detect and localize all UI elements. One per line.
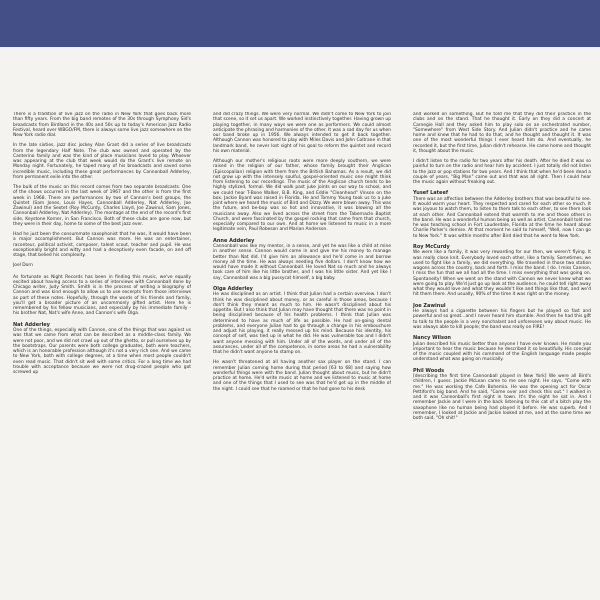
intro-paragraph-2: In the late sixties, jazz disc jockey Alan Grant did a series of live broadcasts from the legendary Half Note. The club was owned and operated by the Canterino family and was the kind of place musicians loved to play. Whoever was appearing at the club that week would do the Grant's live remote on Monday night. Fortunately, he taped many of his broadcasts and saved some incredible music, including these great performances by Cannonball Adderley, from permanent exile into the other.: [13, 143, 191, 180]
section-text-phil-woods: [describing the first time Cannonball played in New York] We were all Bird's children, I guess. Jackie McLean came to me one night. He says, "Come with me." He was working the Cafe Bohemia. He was the opening act for Oscar Pettiford's big band. And he said, "Come over and check this out." I walked in and it was Cannonball's first night in town. It's the night he sat in. And I remember Jackie and I were in the back listening to this cat of a bitch play the saxophone like no human being had played it before. He was superb. And I remember, I looked at Jackie and Jackie looked at me, and at the same time we both said, "Oh shit!": [413, 374, 591, 421]
nat-paragraph-2: Although our mother's religious roots were more deeply southern, we were raised in the religion of our father, whose family brought their Anglican (Episcopalian) religion with them from the British Bahamas. As a result, we did not grow up with the intensely soulful, gospel-oriented music one might think from listening to our recordings. The music of the Anglican church tends to be highly stylized, formal. We did walk past juke joints on our way to school, and we could hear T-Bone Walker, B.B. King, and Eddie "Cleanhead" Vinson on the box. Jackie Byard was raised in Florida. He and Tommy Young took us to a juke joint where we heard the music of Bird and Dizzy. We were blown away. This was the future, and be-bop was so hot and innovative, it was blowing all the musicians away. Also we lived across the street from the Tabernacle Baptist Church, and were fascinated by the gospel rocking that came from that church, especially compared to our own. And at home we listened to music in a more legitimate vein, Paul Robeson and Marian Anderson.: [213, 159, 391, 233]
section-text-anne-adderley: Cannonball was like my mentor, in a sense, and yet he was like a child at mine in another sense. Cannon would come in and give me his money to manage better than Nat did. I'd give him an allowance and he'd come in and borrow money all the time. He was always needing five dollars. I don't know how we would have made it without Cannonball. He loved Nat so much and he always took care of him like his little brother, and I was his little sister. And yet like I say, Cannonball was a big pussycat himself, a big baby.: [213, 244, 391, 281]
section-heading-yusef-lateef: Yusef Lateef: [413, 190, 449, 197]
header-color-band: [0, 0, 600, 47]
section-text-yusef-lateef: There was an affection between the Adderley brothers that was beautiful to see. It would warm your heart. They respected and cared for each other so much. It was joyous to watch them, to listen to them talk to each other, to see them look at each other. And Cannonball extend that warmth to me and those others in the band. He was a wonderful human being as well as artist. Cannonball told me he was teaching school in Fort Lauderdale, Florida at the time he heard about Charlie Parker's demise. At that moment he said to himself, "Well, now I can go to New York." It was within months after Bird died that he went to New York.: [413, 196, 591, 239]
nat-paragraph-continued: and did crazy things. We were very normal. We didn't come to New York to join that scene, so it set us apart. We worked instinctively together. Having grown up playing together, in many ways we were one as performers. We could almost anticipate the phrasing and harmonies of the other. It was a sad day for us when our band broke up in 1956. We always intended to get it back together. Although Cannon was honored to play with Miles Davis and John Coltrane in that landmark band, he never lost sight of his goal to reform the quintet and record his own material.: [213, 112, 391, 154]
column-1: [13, 112, 191, 594]
intro-paragraph-1: There is a tradition of live jazz on the radio in New York that goes back more than fifty years. From the big band remotes of the 30s through Symphony Sid's broadcasts from Birdland in the 40s and 50s up to today's American Jazz Radio Festival, heard over WBGO/FM, there is always some live jazz somewhere on the New York radio dial.: [13, 112, 191, 138]
section-heading-anne-adderley: Anne Adderley: [213, 237, 255, 244]
intro-paragraph-4: Had he just been the consummate saxophonist that he was, it would have been a major accomplishment. But Cannon was more. He was an entertainer, raconteur, political activist, composer, talent scout, teacher and pupil. He was exceptionally bright and witty and had a deceptively even facade, on and off stage, that belied his complexity.: [13, 232, 191, 258]
section-heading-nat-adderley: Nat Adderley: [13, 321, 50, 328]
section-heading-joe-zawinul: Joe Zawinul: [413, 302, 446, 309]
section-text-olga-adderley: He was disciplined as an artist. I think that Julian had a certain overview. I don't think he was disciplined about money, or as careful in those areas, because I don't think they meant as much to him. He wasn't disciplined about his appetite. But I also think that Julian may have thought that there was no point in being disciplined because of his health problems. I think that Julian was determined to have as much of life as possible. He had on-going dental problems, and everyone Julian had to go through a change in his embouchure and adjust his playing, it really messed up his mind. Because his identity, his concept of self, was tied up in what he did. He was vulnerable too and I didn't want anyone messing with him. Under all of the words, and under all of the assurances, under all of the competence, in some areas he had a vulnerability that he didn't want anyone to stamp on.: [213, 292, 391, 355]
column-2: [213, 112, 391, 594]
section-heading-roy-mccurdy: Roy McCurdy: [413, 243, 450, 250]
section-text-roy-mccurdy: We were like a family, it was very rewarding for our then, we weren't flying. It was really close knit. Everybody loved each other, like a family. Sometimes, we used to fight like a family, we did everything. We travelled in those two station wagons across the country, back and forth. I miss the band. I do. I miss Cannon, I miss the fun that we all had all the time. I miss everything that was going on. Spontaneity! When we went on the stand with Cannon we never knew what we were going to play. We'd just go up look at the audience, he could tell right away what they would love and what they wouldn't like and things like that, and we'd hit them there. And usually, 90% of the time it was right on the money.: [413, 250, 591, 298]
section-heading-olga-adderley: Olga Adderley: [213, 285, 253, 292]
section-text-olga-adderley-2: He wasn't threatened at all having another sax player on the stand. I can remember Julian coming home during that period [63 to 68] and saying how wonderful things were with the band. Julian thought about music, but he didn't practice at home. He'd write music at home and we listened to music at home and one of the things that I used to see was that he'd get up in the middle of the night. I could see that he roamed or that he had gone to his desk: [213, 360, 391, 392]
intro-paragraph-5: As fortunate as Night Records has been in finding this music, we've equally excited about having access to a series of interviews with Cannonball done by Chicago writer, Judy Smith. Smith is in the process of writing a biography of Cannon and was kind enough to allow us to use excerpts from those interviews as part of these notes. Hopefully, through the words of his friends and family, you'll get a broader picture of an uncommonly gifted artist. Here he is remembered by his fellow musicians, and especially by his immediate family - his brother Nat, Nat's wife Anne, and Cannon's wife Olga.: [13, 274, 191, 317]
section-heading-phil-woods: Phil Woods: [413, 367, 445, 374]
intro-paragraph-3: The bulk of the music on this record comes from two separate broadcasts. One of the shows occurred in the last week of 1967 and the other is from the first week in 1968. There are performances by two of Cannon's best groups, the Quintet (Sam Jones, Louis Hayes, Cannonball Adderley, Nat Adderley, Joe Zawinul) and the Sextet (Roy McCurdy, Charles Lloyd, Joe Zawinul, Sam Jones, Cannonball Adderley, Nat Adderley). The montage at the end of the record's first side, Keystone Korner, in San Francisco. Both of these clubs are gone now, but they were in their day, home to some of the best jazz ever.: [13, 185, 191, 227]
olga-paragraph-continued: and worked on something. But he told me that they did their practice in the clubs and on the stand. That he thought it. Early on they did a concert at Carnegie Hall and they asked him to play solo on an orchestrated number, "Somewhere" from West Side Story. And Julian didn't practice and he came home and knew that he had to do that, and he thought and thought it. It was one of the most wonderful things I ever heard him do. And eventually, he recorded it, but the first time, Julian didn't rehearse. He came home and thought it, thought about the music.: [413, 112, 591, 154]
olga-paragraph-2: I didn't listen to the radio for two years after his death. After he died it was so painful to turn on the radio and hear him by accident. I just totally did not listen to the jazz or pop stations for two years. And I think that when he'd been dead a couple of years, "Big Man" came out and that was all right. Then I could hear the music again without freaking out.: [413, 159, 591, 185]
section-text-nat-adderley: One of the things, especially with Cannon, one of the things that was against us was that we came from what can be described as a middle-class family. We were not poor, and we did not crawl up out of the ghetto, or pull ourselves up by the bootstraps. Our parents were both college graduates, both were teachers, which is an honorable profession although it's not a very rich one. And we came to New York, both with college degrees, at a time when most people couldn't even read music. That didn't sit well with some critics. For a long time we had trouble with acceptance because we were not drug-crazed people who got screwed up: [13, 328, 191, 375]
section-text-joe-zawinul: He always had a cigarette between his fingers but he played so fast and powerful and so great...and I never heard him stumble. And then he had this gift to talk to the people in a very nonchalant and unforeseen way about music. He was always able to kill people; the band was really on FIRE!: [413, 309, 591, 330]
liner-notes: [13, 112, 591, 594]
section-text-nancy-wilson: Julian described his music better than anyone I have ever known. He made you important to hear the music because he described it so beautifully. His concept of the music coupled with his command of the English language made people understand what was going on musically.: [413, 341, 591, 363]
section-heading-nancy-wilson: Nancy Wilson: [413, 335, 451, 341]
column-3: [413, 112, 591, 594]
author-signature: Joel Dorn: [13, 263, 33, 269]
